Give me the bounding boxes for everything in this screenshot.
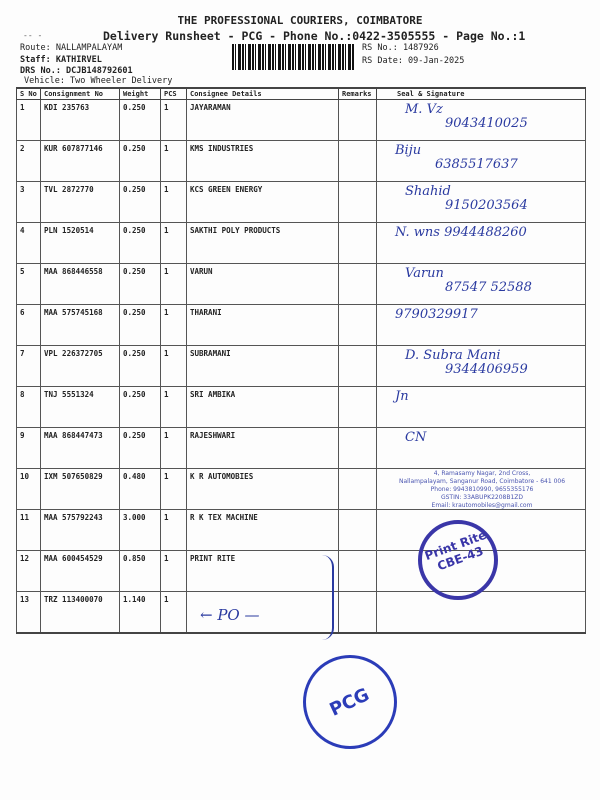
remarks xyxy=(339,264,377,305)
remarks xyxy=(339,223,377,264)
serial-number: 7 xyxy=(17,346,41,387)
signature-text: Varun xyxy=(405,266,444,281)
pieces: 1 xyxy=(161,551,187,592)
serial-number: 4 xyxy=(17,223,41,264)
signature-cell xyxy=(377,100,586,141)
table-row xyxy=(17,100,586,141)
serial-number: 13 xyxy=(17,592,41,634)
remarks xyxy=(339,551,377,592)
consignment-number: PLN 1520514 xyxy=(41,223,120,264)
remarks xyxy=(339,182,377,223)
weight: 0.480 xyxy=(120,469,161,510)
pieces: 1 xyxy=(161,305,187,346)
consignment-number: MAA 868447473 xyxy=(41,428,120,469)
consignee-name: RAJESHWARI xyxy=(187,428,339,469)
consignee-name: PRINT RITE xyxy=(187,551,339,592)
consignee-name: SUBRAMANI xyxy=(187,346,339,387)
address-stamp xyxy=(382,470,582,510)
handwritten-signature xyxy=(405,349,586,377)
remarks xyxy=(339,469,377,510)
signature-text: CN xyxy=(405,430,427,445)
signature-text: 9043410025 xyxy=(445,116,528,131)
remarks xyxy=(339,346,377,387)
pcg-stamp xyxy=(303,655,397,749)
consignment-number: IXM 507650829 xyxy=(41,469,120,510)
pieces: 1 xyxy=(161,141,187,182)
scan-mark: -- - xyxy=(23,31,43,40)
serial-number: 10 xyxy=(17,469,41,510)
pieces: 1 xyxy=(161,469,187,510)
serial-number: 2 xyxy=(17,141,41,182)
serial-number: 12 xyxy=(17,551,41,592)
pieces: 1 xyxy=(161,428,187,469)
table-row xyxy=(17,592,586,634)
signature-cell xyxy=(377,223,586,264)
handwritten-signature xyxy=(395,308,586,322)
consignee-name: KMS INDUSTRIES xyxy=(187,141,339,182)
print-rite-stamp-text: Print Rite CBE-43 xyxy=(422,527,489,574)
handwritten-note: ← PO — xyxy=(200,606,260,624)
company-name: THE PROFESSIONAL COURIERS, COIMBATORE xyxy=(177,14,423,27)
consignment-number: MAA 868446558 xyxy=(41,264,120,305)
pieces: 1 xyxy=(161,264,187,305)
serial-number: 1 xyxy=(17,100,41,141)
signature-cell xyxy=(377,346,586,387)
consignee-name: VARUN xyxy=(187,264,339,305)
table-row xyxy=(17,141,586,182)
serial-number: 11 xyxy=(17,510,41,551)
signature-cell xyxy=(377,264,586,305)
serial-number: 5 xyxy=(17,264,41,305)
signature-text: D. Subra Mani xyxy=(405,348,501,363)
consignment-number: KDI 235763 xyxy=(41,100,120,141)
col-sno: S No xyxy=(17,88,41,100)
pieces: 1 xyxy=(161,346,187,387)
consignment-number: TNJ 5551324 xyxy=(41,387,120,428)
col-signature: Seal & Signature xyxy=(377,88,586,100)
weight: 0.250 xyxy=(120,305,161,346)
consignee-name: KCS GREEN ENERGY xyxy=(187,182,339,223)
col-weight: Weight xyxy=(120,88,161,100)
weight: 0.250 xyxy=(120,141,161,182)
print-rite-stamp xyxy=(418,520,498,600)
consignment-number: MAA 575792243 xyxy=(41,510,120,551)
pieces: 1 xyxy=(161,387,187,428)
table-row xyxy=(17,346,586,387)
weight: 0.850 xyxy=(120,551,161,592)
table-row xyxy=(17,182,586,223)
handwritten-signature xyxy=(395,226,586,240)
consignee-name: JAYARAMAN xyxy=(187,100,339,141)
signature-cell xyxy=(377,592,586,634)
weight: 0.250 xyxy=(120,182,161,223)
signature-text: 87547 52588 xyxy=(445,280,532,295)
signature-cell xyxy=(377,387,586,428)
col-consignment: Consignment No xyxy=(41,88,120,100)
signature-text: 9150203564 xyxy=(445,198,528,213)
route: Route: NALLAMPALAYAM xyxy=(20,43,123,53)
signature-cell xyxy=(377,182,586,223)
signature-text: N. wns 9944488260 xyxy=(395,225,527,240)
signature-text: Shahid xyxy=(405,184,451,199)
consignee-name: SAKTHI POLY PRODUCTS xyxy=(187,223,339,264)
remarks xyxy=(339,100,377,141)
handwritten-signature xyxy=(405,267,586,295)
rs-date: RS Date: 09-Jan-2025 xyxy=(362,56,465,66)
table-header xyxy=(17,88,586,100)
weight: 0.250 xyxy=(120,346,161,387)
signature-text: Biju xyxy=(395,143,422,158)
consignee-name: R K TEX MACHINE xyxy=(187,510,339,551)
consignee-name: SRI AMBIKA xyxy=(187,387,339,428)
weight: 0.250 xyxy=(120,387,161,428)
runsheet-title: Delivery Runsheet - PCG - Phone No.:0422-3505555 - Page No.:1 xyxy=(103,29,526,43)
weight: 3.000 xyxy=(120,510,161,551)
signature-text: M. Vz xyxy=(405,102,443,117)
signature-text: 9790329917 xyxy=(395,307,478,322)
address-line: Nallampalayam, Sanganur Road, Coimbatore - 641 006 xyxy=(398,478,566,485)
remarks xyxy=(339,387,377,428)
runsheet-table xyxy=(16,87,586,634)
handwritten-signature xyxy=(405,431,586,445)
rs-number: RS No.: 1487926 xyxy=(362,43,439,53)
drs-number: DRS No.: DCJB148792601 xyxy=(20,66,133,76)
serial-number: 3 xyxy=(17,182,41,223)
remarks xyxy=(339,510,377,551)
remarks xyxy=(339,592,377,634)
vehicle: Vehicle: Two Wheeler Delivery xyxy=(24,76,173,86)
address-line: 4, Ramasamy Nagar, 2nd Cross, xyxy=(433,470,531,477)
address-line: Email: krautomobiles@gmail.com xyxy=(431,502,533,509)
pieces: 1 xyxy=(161,100,187,141)
signature-cell xyxy=(377,428,586,469)
col-remarks: Remarks xyxy=(339,88,377,100)
consignment-number: TRZ 113400070 xyxy=(41,592,120,634)
consignment-number: VPL 226372705 xyxy=(41,346,120,387)
col-pcs: PCS xyxy=(161,88,187,100)
consignment-number: KUR 607877146 xyxy=(41,141,120,182)
signature-text: 6385517637 xyxy=(435,157,518,172)
col-consignee: Consignee Details xyxy=(187,88,339,100)
serial-number: 9 xyxy=(17,428,41,469)
pieces: 1 xyxy=(161,182,187,223)
weight: 0.250 xyxy=(120,264,161,305)
serial-number: 6 xyxy=(17,305,41,346)
consignment-number: MAA 575745168 xyxy=(41,305,120,346)
handwritten-signature xyxy=(395,144,586,172)
table-row xyxy=(17,428,586,469)
table-row xyxy=(17,305,586,346)
remarks xyxy=(339,428,377,469)
table-row xyxy=(17,551,586,592)
table-row xyxy=(17,223,586,264)
weight: 0.250 xyxy=(120,428,161,469)
pieces: 1 xyxy=(161,592,187,634)
pieces: 1 xyxy=(161,510,187,551)
serial-number: 8 xyxy=(17,387,41,428)
signature-cell xyxy=(377,305,586,346)
remarks xyxy=(339,141,377,182)
staff: Staff: KATHIRVEL xyxy=(20,55,102,65)
handwritten-signature xyxy=(405,103,586,131)
consignment-number: MAA 600454529 xyxy=(41,551,120,592)
signature-text: Jn xyxy=(395,389,409,404)
handwritten-signature xyxy=(405,185,586,213)
remarks xyxy=(339,305,377,346)
table-row xyxy=(17,387,586,428)
consignment-number: TVL 2872770 xyxy=(41,182,120,223)
pcg-stamp-text: PCG xyxy=(326,683,374,721)
pieces: 1 xyxy=(161,223,187,264)
consignee-name: K R AUTOMOBIES xyxy=(187,469,339,510)
bracket-mark xyxy=(318,555,334,640)
weight: 0.250 xyxy=(120,100,161,141)
address-line: Phone: 9943810990, 9655355176 xyxy=(430,486,534,493)
weight: 1.140 xyxy=(120,592,161,634)
weight: 0.250 xyxy=(120,223,161,264)
signature-text: 9344406959 xyxy=(445,362,528,377)
table-row xyxy=(17,264,586,305)
signature-cell xyxy=(377,141,586,182)
barcode xyxy=(232,44,354,70)
address-line: GSTIN: 33ABUPK2208B1ZD xyxy=(440,494,524,501)
consignee-name: THARANI xyxy=(187,305,339,346)
table-row xyxy=(17,510,586,551)
handwritten-signature xyxy=(395,390,586,404)
